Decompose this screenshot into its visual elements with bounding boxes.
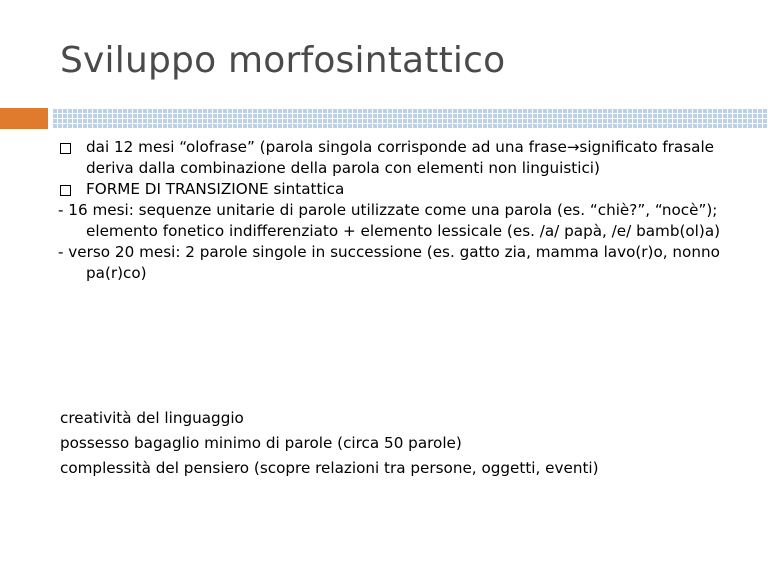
square-bullet-icon: [60, 185, 71, 196]
note-line: creatività del linguaggio: [60, 409, 244, 427]
right-arrow-icon: →: [566, 138, 580, 156]
bullet-text-continued: significato frasale deriva dalla combinazione della parola con elementi non linguistici): [86, 138, 715, 177]
dash-item: - verso 20 mesi: 2 parole singole in successione (es. gatto zia, mamma lavo(r)o, nonno pa(r)co): [58, 243, 720, 282]
notes: [60, 406, 599, 481]
note-line: complessità del pensiero (scopre relazioni tra persone, oggetti, eventi): [60, 459, 599, 477]
accent-bar-blue: [52, 108, 768, 129]
bullet-item: [58, 179, 748, 200]
bullet-text: dai 12 mesi “olofrase” (parola singola corrisponde ad una frase: [86, 138, 567, 156]
bullet-text: FORME DI TRANSIZIONE sintattica: [86, 180, 345, 198]
slide-body: [58, 137, 748, 284]
slide-title: Sviluppo morfosintattico: [60, 40, 506, 81]
dash-item: - 16 mesi: sequenze unitarie di parole utilizzate come una parola (es. “chiè?”, “nocè”); elemento fonetico indifferenziato + elemento lessicale (es. /a/ papà, /e/ bamb(ol)a): [58, 201, 721, 240]
bullet-item: [58, 137, 748, 179]
square-bullet-icon: [60, 143, 71, 154]
note-line: possesso bagaglio minimo di parole (circa 50 parole): [60, 434, 462, 452]
accent-bar-orange: [0, 108, 48, 129]
